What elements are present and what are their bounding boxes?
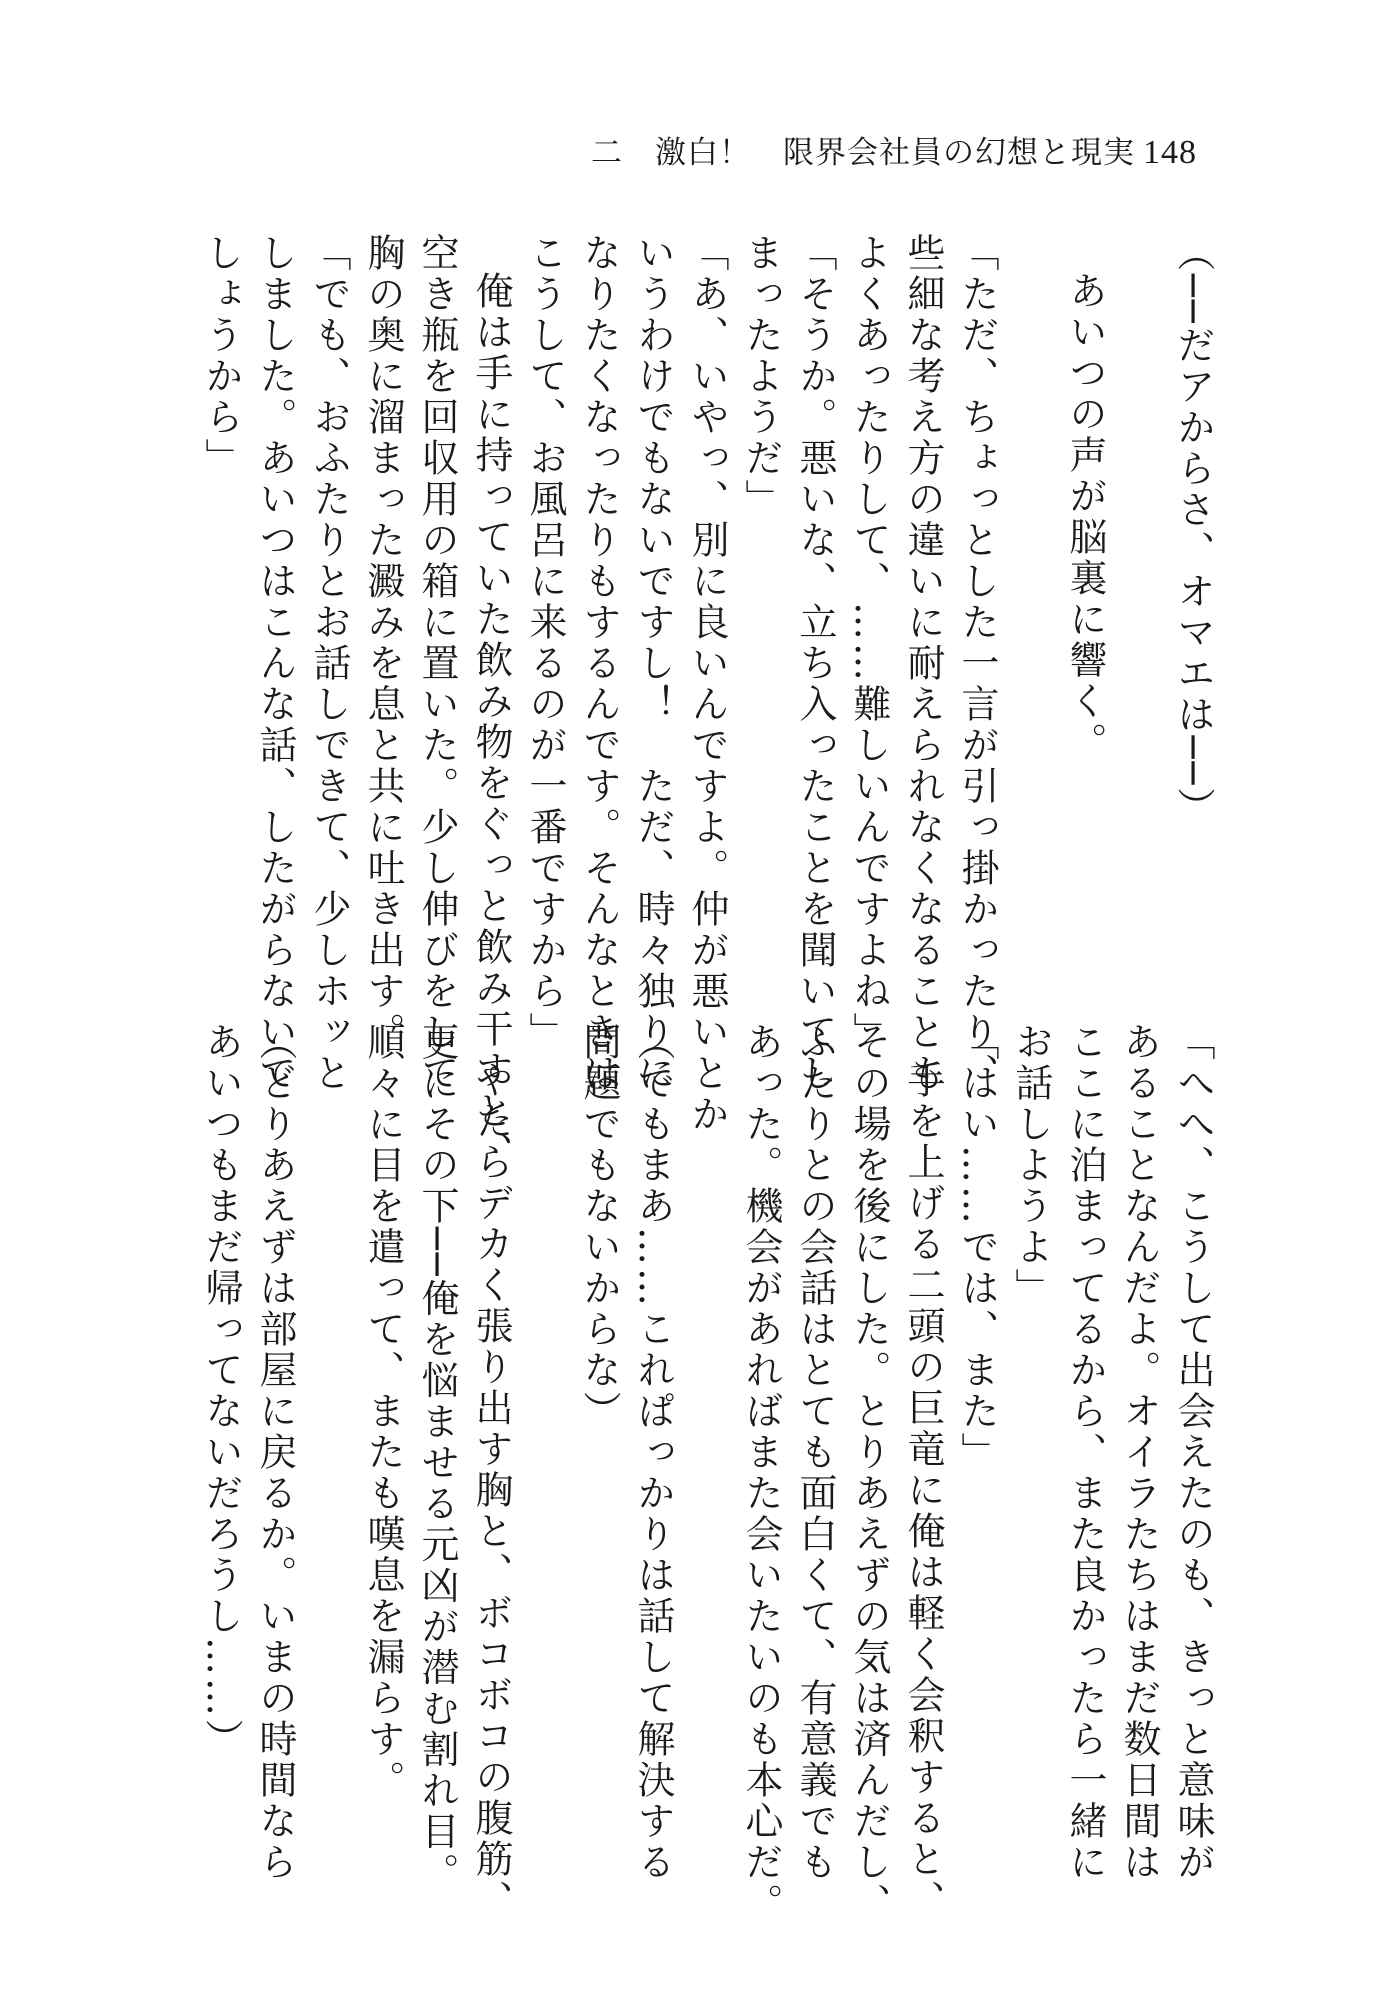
text-line: 「へへ、こうして出会えたのも、きっと意味が <box>1171 1022 1215 1883</box>
text-line: やたらデカく張り出す胸と、ボコボコの腹筋、 <box>469 1060 513 1921</box>
text-line: 「はい……では、また」 <box>955 1022 999 1473</box>
blank-line <box>1112 233 1166 993</box>
text-line: （──だアからさ、オマエは──） <box>1171 233 1215 829</box>
text-line: しました。あいつはこんな話、したがらないで <box>253 233 297 1094</box>
text-line: 胸の奥に溜まった澱みを息と共に吐き出す。 <box>361 233 405 1053</box>
text-line: 俺は手に持っていた飲み物をぐっと飲み干すと、 <box>469 271 513 1173</box>
text-line: あった。機会があればまた会いたいのも本心だ。 <box>739 1022 783 1924</box>
text-line: 手を上げる二頭の巨竜に俺は軽く会釈すると、 <box>901 1060 945 1921</box>
blank-line <box>680 1022 734 1782</box>
text-line: あることなんだよ。オイラたちはまだ数日間は <box>1117 1022 1161 1883</box>
text-line: 「でも、おふたりとお話しできて、少しホッと <box>307 233 351 1094</box>
text-line: 「あ、いやっ、別に良いんですよ。仲が悪いとか <box>685 233 729 1135</box>
text-line: なりたくなったりもするんです。そんなときは <box>577 233 621 1094</box>
text-line: 「ただ、ちょっとした一言が引っ掛かったり、 <box>955 233 999 1094</box>
text-line: いうわけでもないですし！ ただ、時々独りに <box>631 233 675 1094</box>
text-line: その場を後にした。とりあえずの気は済んだし、 <box>847 1022 891 1924</box>
text-line: あいつの声が脳裏に響く。 <box>1063 271 1107 763</box>
text-line: 空き瓶を回収用の箱に置いた。少し伸びをして <box>415 233 459 1094</box>
text-block-bottom <box>199 1022 1220 1924</box>
text-line: 「そうか。悪いな、立ち入ったことを聞いてし <box>793 233 837 1094</box>
blank-line <box>518 1022 572 1782</box>
text-line: まったようだ」 <box>739 233 783 520</box>
text-line: 問題でもないからな） <box>577 1022 621 1432</box>
text-line: ここに泊まってるから、また良かったら一緒に <box>1063 1022 1107 1883</box>
text-line: 更にその下──俺を悩ませる元凶が潜む割れ目。 <box>415 1022 459 1894</box>
text-line: しょうから」 <box>199 233 243 479</box>
page-number: 148 <box>1143 134 1197 171</box>
text-line: こうして、お風呂に来るのが一番ですから」 <box>523 233 567 1053</box>
text-line: あいつもまだ帰ってないだろうし……） <box>199 1022 243 1760</box>
blank-line <box>302 1022 356 1782</box>
blank-line <box>1004 233 1058 993</box>
text-line: （でもまあ……これぱっかりは話して解決する <box>631 1022 675 1883</box>
text-line: よくあったりして、……難しいんですよね」 <box>847 233 891 1053</box>
text-line: 些細な考え方の違いに耐えられなくなることも <box>901 233 945 1094</box>
running-header <box>591 127 1197 172</box>
chapter-title: 二 激白！ 限界会社員の幻想と現実 <box>591 135 1135 171</box>
text-line: ふたりとの会話はとても面白くて、有意義でも <box>793 1022 837 1883</box>
text-line: 順々に目を遣って、またも嘆息を漏らす。 <box>361 1022 405 1801</box>
text-line: （とりあえずは部屋に戻るか。いまの時間なら <box>253 1022 297 1883</box>
text-line: お話しようよ」 <box>1009 1022 1053 1309</box>
